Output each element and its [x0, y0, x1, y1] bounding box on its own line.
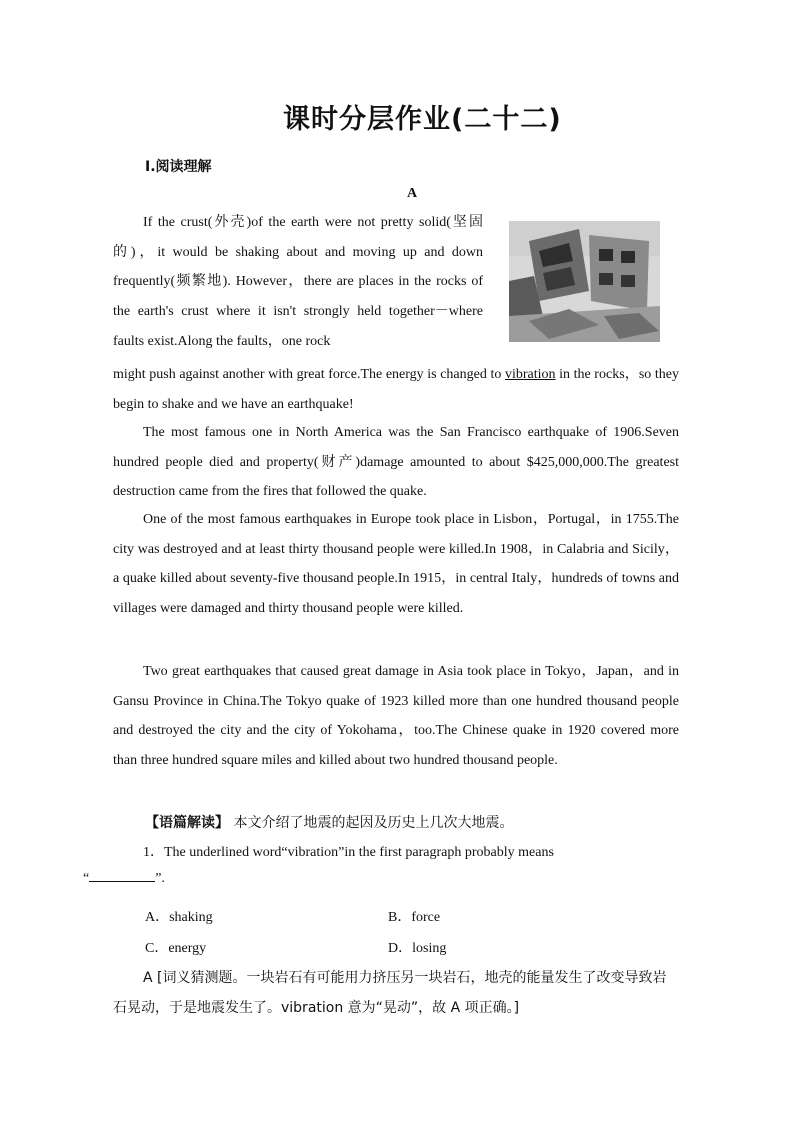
section-label: Ⅰ.阅读理解: [145, 159, 212, 175]
option-b: B．force: [388, 910, 441, 925]
reading-note: [145, 812, 513, 832]
paragraph-2: The most famous one in North America was the San Francisco earthquake of 1906.Seven hundred people died and property(财产)damage amounted to about $425,000,000.The greatest destruction came from the fires that followed the quake.: [113, 425, 679, 500]
option-a: A．shaking: [145, 910, 213, 925]
paragraph-1-text-b: might push against another with great force.The energy is changed to: [113, 367, 505, 382]
option-c: C．energy: [145, 941, 207, 956]
page-title: 课时分层作业(二十二): [283, 104, 562, 135]
question-1-blank-line: [83, 871, 165, 886]
question-1-stem-text: 1．The underlined word“vibration”in the first paragraph probably means: [143, 845, 554, 860]
paragraph-3: One of the most famous earthquakes in Europe took place in Lisbon，Portugal，in 1755.The city was destroyed and at least thirty thousand people were killed.In 1908，in Calabria and Sicily，a quake killed about seventy-five thousand people.In 1915，in central Italy，hundreds of towns and villages were damaged and thirty thousand people were killed.: [113, 512, 679, 617]
paragraph-1-top: If the crust(外壳)of the earth were not pretty solid(坚固的)，it would be shaking about and moving up and down frequently(频繁地). However，there are places in the rocks of the earth's crust where it isn't strongly held together－where faults exist.Along the faults，one rock: [113, 215, 483, 349]
blank-open-quote: “: [83, 871, 90, 886]
answer-blank: [89, 869, 155, 882]
blank-close-quote: ”.: [155, 871, 165, 886]
paragraph-1-text-c: in the rocks，so they begin to shake and we have an earthquake!: [113, 367, 679, 412]
option-d: D．losing: [388, 941, 447, 956]
question-1-stem: [83, 840, 679, 892]
reading-note-text: 本文介绍了地震的起因及历史上几次大地震。: [233, 815, 514, 831]
reading-note-label: 【语篇解读】: [145, 815, 229, 831]
paragraph-1: [113, 208, 679, 357]
paragraph-4: Two great earthquakes that caused great damage in Asia took place in Tokyo，Japan，and in Gansu Province in China.The Tokyo quake of 1923 killed more than one hundred thousand people and destroyed the city and the city of Yokohama，too.The Chinese quake in 1920 covered more than three hundred square miles and killed about two hundred thousand people.: [113, 664, 679, 769]
underlined-word: vibration: [504, 367, 556, 382]
passage-letter: A: [406, 186, 418, 201]
paragraph-1-bottom: [113, 360, 679, 419]
answer-explanation: A [词义猜测题。一块岩石有可能用力挤压另一块岩石，地壳的能量发生了改变导致岩石晃动，于是地震发生了。vibration 意为“晃动”，故 A 项正确。]: [113, 970, 667, 1016]
